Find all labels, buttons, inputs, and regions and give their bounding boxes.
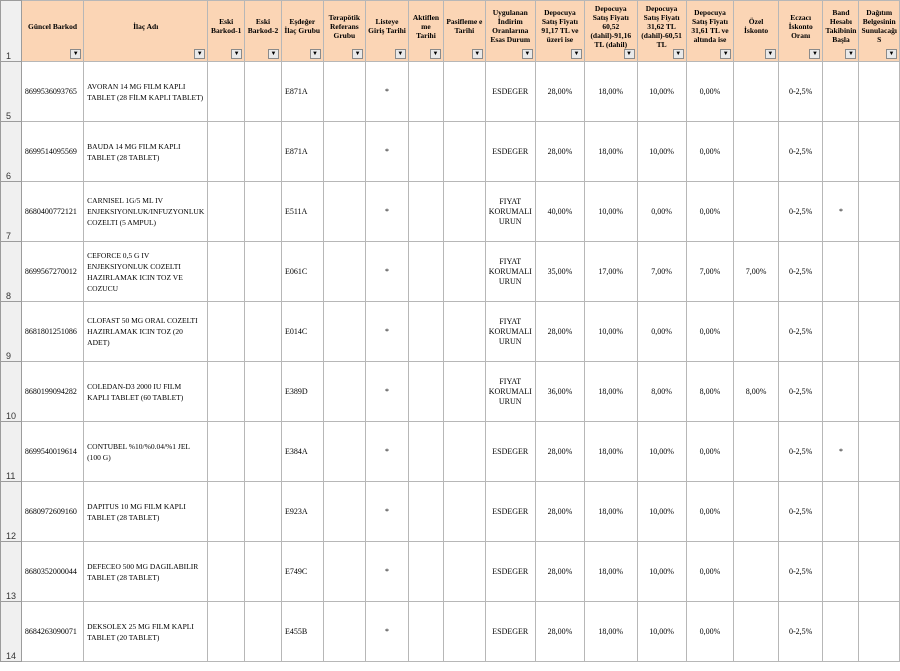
- depocu-fiyat-3-cell[interactable]: 10,00%: [637, 482, 686, 542]
- barkod-cell[interactable]: 8699540019614: [21, 422, 83, 482]
- depocu-fiyat-1-cell[interactable]: 28,00%: [535, 602, 584, 662]
- depocu-fiyat-3-cell[interactable]: 8,00%: [637, 362, 686, 422]
- eski-barkod-2-cell[interactable]: [245, 182, 282, 242]
- header-label: Eşdeğer İlaç Grubu: [284, 17, 321, 35]
- depocu-fiyat-4-cell[interactable]: 0,00%: [686, 542, 734, 602]
- header-label: Dağıtım Belgesinin Sunulacağı S: [861, 8, 897, 44]
- eski-barkod-2-cell[interactable]: [245, 62, 282, 122]
- filter-dropdown-icon[interactable]: ▼: [845, 49, 856, 59]
- header-label: Eski Barkod-1: [210, 17, 242, 35]
- row-number[interactable]: 5: [1, 62, 22, 122]
- listeye-giris-cell[interactable]: *: [366, 302, 409, 362]
- filter-dropdown-icon[interactable]: ▼: [231, 49, 242, 59]
- aktiflenme-cell[interactable]: [408, 542, 443, 602]
- terapotik-grubu-cell[interactable]: [323, 242, 366, 302]
- listeye-giris-cell[interactable]: *: [366, 122, 409, 182]
- depocu-fiyat-2-cell[interactable]: 18,00%: [585, 362, 637, 422]
- filter-dropdown-icon[interactable]: ▼: [310, 49, 321, 59]
- table-row: [1, 122, 900, 182]
- depocu-fiyat-2-cell[interactable]: 18,00%: [585, 602, 637, 662]
- table-row: [1, 362, 900, 422]
- ilac-adi-cell[interactable]: AVORAN 14 MG FILM KAPLI TABLET (28 FİLM KAPLI TABLET): [84, 62, 208, 122]
- header-label: Depocuya Satış Fiyatı 31,62 TL (dahil)-60,51 TL: [641, 3, 682, 49]
- eski-barkod-1-cell[interactable]: [208, 302, 245, 362]
- eski-barkod-1-cell[interactable]: [208, 542, 245, 602]
- filter-dropdown-icon[interactable]: ▼: [720, 49, 731, 59]
- eski-barkod-2-cell[interactable]: [245, 362, 282, 422]
- depocu-fiyat-2-cell[interactable]: 17,00%: [585, 242, 637, 302]
- aktiflenme-cell[interactable]: [408, 422, 443, 482]
- depocu-fiyat-4-cell[interactable]: 0,00%: [686, 422, 734, 482]
- header-label: Terapötik Referans Grubu: [328, 12, 361, 40]
- eski-barkod-2-cell[interactable]: [245, 602, 282, 662]
- barkod-cell[interactable]: 8680352000044: [21, 542, 83, 602]
- aktiflenme-cell[interactable]: [408, 302, 443, 362]
- pasiflenme-cell[interactable]: [444, 422, 486, 482]
- header-eczaci-iskonto: [778, 1, 823, 62]
- depocu-fiyat-3-cell[interactable]: 7,00%: [637, 242, 686, 302]
- listeye-giris-cell[interactable]: *: [366, 362, 409, 422]
- pasiflenme-cell[interactable]: [444, 602, 486, 662]
- esdeger-grubu-cell[interactable]: E511A: [281, 182, 323, 242]
- barkod-cell[interactable]: 8699514095569: [21, 122, 83, 182]
- eski-barkod-1-cell[interactable]: [208, 62, 245, 122]
- row-number[interactable]: 12: [1, 482, 22, 542]
- header-listeye-giris-tarihi: [366, 1, 409, 62]
- table-row: [1, 482, 900, 542]
- dagitim-belgesi-cell[interactable]: [859, 602, 900, 662]
- esdeger-grubu-cell[interactable]: E871A: [281, 122, 323, 182]
- pasiflenme-cell[interactable]: [444, 122, 486, 182]
- row-number[interactable]: 14: [1, 602, 22, 662]
- listeye-giris-cell[interactable]: *: [366, 242, 409, 302]
- dagitim-belgesi-cell[interactable]: [859, 122, 900, 182]
- esdeger-grubu-cell[interactable]: E455B: [281, 602, 323, 662]
- header-aktiflenme-tarihi: [408, 1, 443, 62]
- dagitim-belgesi-cell[interactable]: [859, 302, 900, 362]
- row-number[interactable]: 7: [1, 182, 22, 242]
- filter-dropdown-icon[interactable]: ▼: [673, 49, 684, 59]
- depocu-fiyat-2-cell[interactable]: 10,00%: [585, 302, 637, 362]
- ozel-iskonto-cell[interactable]: [734, 122, 779, 182]
- header-eski-barkod-1: [208, 1, 245, 62]
- durum-cell[interactable]: ESDEGER: [485, 542, 535, 602]
- depocu-fiyat-1-cell[interactable]: 28,00%: [535, 482, 584, 542]
- header-label: Depocuya Satış Fiyatı 31,61 TL ve altında ise: [691, 8, 729, 44]
- pasiflenme-cell[interactable]: [444, 542, 486, 602]
- eski-barkod-1-cell[interactable]: [208, 482, 245, 542]
- listeye-giris-cell[interactable]: *: [366, 422, 409, 482]
- eski-barkod-2-cell[interactable]: [245, 122, 282, 182]
- eski-barkod-2-cell[interactable]: [245, 242, 282, 302]
- header-label: Güncel Barkod: [28, 21, 78, 31]
- esdeger-grubu-cell[interactable]: E749C: [281, 542, 323, 602]
- barkod-cell[interactable]: 8680400772121: [21, 182, 83, 242]
- depocu-fiyat-1-cell[interactable]: 35,00%: [535, 242, 584, 302]
- header-guncel-barkod: [21, 1, 83, 62]
- ilac-adi-cell[interactable]: DAPITUS 10 MG FILM KAPLI TABLET (28 TABLET): [84, 482, 208, 542]
- header-indirim-esas-durum: [485, 1, 535, 62]
- esdeger-grubu-cell[interactable]: E871A: [281, 62, 323, 122]
- row-number[interactable]: 1: [1, 1, 22, 62]
- header-label: Uygulanan İndirim Oranlarına Esas Durum: [490, 8, 531, 44]
- depocu-fiyat-2-cell[interactable]: 10,00%: [585, 182, 637, 242]
- depocu-fiyat-4-cell[interactable]: 0,00%: [686, 62, 734, 122]
- filter-dropdown-icon[interactable]: ▼: [571, 49, 582, 59]
- band-hesabi-cell[interactable]: [823, 362, 859, 422]
- filter-dropdown-icon[interactable]: ▼: [395, 49, 406, 59]
- table-row: [1, 182, 900, 242]
- band-hesabi-cell[interactable]: [823, 302, 859, 362]
- aktiflenme-cell[interactable]: [408, 602, 443, 662]
- header-depocu-fiyat-3: [637, 1, 686, 62]
- dagitim-belgesi-cell[interactable]: [859, 482, 900, 542]
- ilac-adi-cell[interactable]: COLEDAN-D3 2000 IU FILM KAPLI TABLET (60 TABLET): [84, 362, 208, 422]
- filter-dropdown-icon[interactable]: ▼: [886, 49, 897, 59]
- header-depocu-fiyat-1: [535, 1, 584, 62]
- aktiflenme-cell[interactable]: [408, 242, 443, 302]
- terapotik-grubu-cell[interactable]: [323, 302, 366, 362]
- pasiflenme-cell[interactable]: [444, 362, 486, 422]
- table-body: [1, 62, 900, 662]
- eski-barkod-2-cell[interactable]: [245, 482, 282, 542]
- eczaci-iskonto-cell[interactable]: 0-2,5%: [778, 242, 823, 302]
- ozel-iskonto-cell[interactable]: [734, 422, 779, 482]
- aktiflenme-cell[interactable]: [408, 62, 443, 122]
- eczaci-iskonto-cell[interactable]: 0-2,5%: [778, 122, 823, 182]
- eski-barkod-1-cell[interactable]: [208, 362, 245, 422]
- eczaci-iskonto-cell[interactable]: 0-2,5%: [778, 602, 823, 662]
- depocu-fiyat-1-cell[interactable]: 28,00%: [535, 302, 584, 362]
- ozel-iskonto-cell[interactable]: [734, 602, 779, 662]
- eski-barkod-2-cell[interactable]: [245, 542, 282, 602]
- row-number[interactable]: 9: [1, 302, 22, 362]
- aktiflenme-cell[interactable]: [408, 182, 443, 242]
- header-terapotik-referans-grubu: [323, 1, 366, 62]
- durum-cell[interactable]: FIYAT KORUMALI URUN: [485, 302, 535, 362]
- aktiflenme-cell[interactable]: [408, 482, 443, 542]
- eczaci-iskonto-cell[interactable]: 0-2,5%: [778, 302, 823, 362]
- ilac-adi-cell[interactable]: DEFECEO 500 MG DAGILABILIR TABLET (28 TABLET): [84, 542, 208, 602]
- durum-cell[interactable]: FIYAT KORUMALI URUN: [485, 362, 535, 422]
- header-eski-barkod-2: [245, 1, 282, 62]
- depocu-fiyat-3-cell[interactable]: 10,00%: [637, 62, 686, 122]
- band-hesabi-cell[interactable]: [823, 602, 859, 662]
- eski-barkod-2-cell[interactable]: [245, 422, 282, 482]
- filter-dropdown-icon[interactable]: ▼: [352, 49, 363, 59]
- filter-dropdown-icon[interactable]: ▼: [624, 49, 635, 59]
- depocu-fiyat-4-cell[interactable]: 0,00%: [686, 182, 734, 242]
- depocu-fiyat-2-cell[interactable]: 18,00%: [585, 482, 637, 542]
- depocu-fiyat-4-cell[interactable]: 7,00%: [686, 242, 734, 302]
- depocu-fiyat-4-cell[interactable]: 0,00%: [686, 482, 734, 542]
- eski-barkod-1-cell[interactable]: [208, 602, 245, 662]
- depocu-fiyat-2-cell[interactable]: 18,00%: [585, 122, 637, 182]
- band-hesabi-cell[interactable]: [823, 542, 859, 602]
- header-ozel-iskonto: [734, 1, 779, 62]
- depocu-fiyat-4-cell[interactable]: 0,00%: [686, 602, 734, 662]
- esdeger-grubu-cell[interactable]: E923A: [281, 482, 323, 542]
- ilac-adi-cell[interactable]: CONTUBEL %10/%0.04/%1 JEL (100 G): [84, 422, 208, 482]
- filter-dropdown-icon[interactable]: ▼: [809, 49, 820, 59]
- row-number[interactable]: 11: [1, 422, 22, 482]
- header-depocu-fiyat-2: [585, 1, 637, 62]
- row-number[interactable]: 6: [1, 122, 22, 182]
- durum-cell[interactable]: ESDEGER: [485, 62, 535, 122]
- filter-dropdown-icon[interactable]: ▼: [765, 49, 776, 59]
- terapotik-grubu-cell[interactable]: [323, 182, 366, 242]
- depocu-fiyat-1-cell[interactable]: 28,00%: [535, 422, 584, 482]
- filter-dropdown-icon[interactable]: ▼: [194, 49, 205, 59]
- header-label: Pasifleme e Tarihi: [446, 17, 483, 35]
- esdeger-grubu-cell[interactable]: E061C: [281, 242, 323, 302]
- header-label: Aktiflen me Tarihi: [412, 12, 440, 40]
- band-hesabi-cell[interactable]: [823, 62, 859, 122]
- depocu-fiyat-4-cell[interactable]: 0,00%: [686, 302, 734, 362]
- depocu-fiyat-3-cell[interactable]: 0,00%: [637, 302, 686, 362]
- barkod-cell[interactable]: 8699567270012: [21, 242, 83, 302]
- eski-barkod-1-cell[interactable]: [208, 182, 245, 242]
- filter-dropdown-icon[interactable]: ▼: [522, 49, 533, 59]
- esdeger-grubu-cell[interactable]: E384A: [281, 422, 323, 482]
- depocu-fiyat-1-cell[interactable]: 40,00%: [535, 182, 584, 242]
- table-row: [1, 542, 900, 602]
- durum-cell[interactable]: ESDEGER: [485, 602, 535, 662]
- dagitim-belgesi-cell[interactable]: [859, 422, 900, 482]
- table-row: [1, 422, 900, 482]
- pasiflenme-cell[interactable]: [444, 182, 486, 242]
- ilac-adi-cell[interactable]: DEKSOLEX 25 MG FILM KAPLI TABLET (20 TABLET): [84, 602, 208, 662]
- filter-dropdown-icon[interactable]: ▼: [430, 49, 441, 59]
- durum-cell[interactable]: FIYAT KORUMALI URUN: [485, 242, 535, 302]
- filter-dropdown-icon[interactable]: ▼: [70, 49, 81, 59]
- depocu-fiyat-2-cell[interactable]: 18,00%: [585, 542, 637, 602]
- listeye-giris-cell[interactable]: *: [366, 182, 409, 242]
- ozel-iskonto-cell[interactable]: [734, 182, 779, 242]
- depocu-fiyat-2-cell[interactable]: 18,00%: [585, 62, 637, 122]
- terapotik-grubu-cell[interactable]: [323, 122, 366, 182]
- depocu-fiyat-3-cell[interactable]: 10,00%: [637, 542, 686, 602]
- band-hesabi-cell[interactable]: [823, 122, 859, 182]
- eski-barkod-1-cell[interactable]: [208, 242, 245, 302]
- depocu-fiyat-4-cell[interactable]: 8,00%: [686, 362, 734, 422]
- header-label: İlaç Adı: [133, 21, 159, 31]
- header-ilac-adi: [84, 1, 208, 62]
- aktiflenme-cell[interactable]: [408, 122, 443, 182]
- header-row: [1, 1, 900, 62]
- depocu-fiyat-1-cell[interactable]: 36,00%: [535, 362, 584, 422]
- band-hesabi-cell[interactable]: *: [823, 422, 859, 482]
- depocu-fiyat-1-cell[interactable]: 28,00%: [535, 122, 584, 182]
- barkod-cell[interactable]: 8699536093765: [21, 62, 83, 122]
- header-depocu-fiyat-4: [686, 1, 734, 62]
- filter-dropdown-icon[interactable]: ▼: [268, 49, 279, 59]
- header-label: Depocuya Satış Fiyatı 60,52 (dahil)-91,16 TL (dahil): [590, 3, 632, 49]
- eczaci-iskonto-cell[interactable]: 0-2,5%: [778, 62, 823, 122]
- depocu-fiyat-1-cell[interactable]: 28,00%: [535, 542, 584, 602]
- row-number[interactable]: 13: [1, 542, 22, 602]
- listeye-giris-cell[interactable]: *: [366, 62, 409, 122]
- ilac-adi-cell[interactable]: CLOFAST 50 MG ORAL COZELTI HAZIRLAMAK ICIN TOZ (20 ADET): [84, 302, 208, 362]
- terapotik-grubu-cell[interactable]: [323, 542, 366, 602]
- header-dagitim-belgesi: [859, 1, 900, 62]
- header-label: Özel İskonto: [743, 17, 769, 35]
- table-row: [1, 242, 900, 302]
- pasiflenme-cell[interactable]: [444, 242, 486, 302]
- band-hesabi-cell[interactable]: [823, 482, 859, 542]
- ozel-iskonto-cell[interactable]: 8,00%: [734, 362, 779, 422]
- table-row: [1, 302, 900, 362]
- dagitim-belgesi-cell[interactable]: [859, 362, 900, 422]
- eczaci-iskonto-cell[interactable]: 0-2,5%: [778, 422, 823, 482]
- terapotik-grubu-cell[interactable]: [323, 62, 366, 122]
- ozel-iskonto-cell[interactable]: [734, 302, 779, 362]
- table-row: [1, 62, 900, 122]
- esdeger-grubu-cell[interactable]: E014C: [281, 302, 323, 362]
- terapotik-grubu-cell[interactable]: [323, 482, 366, 542]
- durum-cell[interactable]: FIYAT KORUMALI URUN: [485, 182, 535, 242]
- barkod-cell[interactable]: 8681801251086: [21, 302, 83, 362]
- terapotik-grubu-cell[interactable]: [323, 602, 366, 662]
- header-label: Eczacı İskonto Oranı: [788, 12, 813, 40]
- header-label: Listeye Giriş Tarihi: [368, 17, 406, 35]
- ozel-iskonto-cell[interactable]: 7,00%: [734, 242, 779, 302]
- ozel-iskonto-cell[interactable]: [734, 62, 779, 122]
- pasiflenme-cell[interactable]: [444, 482, 486, 542]
- header-esdeger-ilac-grubu: [281, 1, 323, 62]
- header-label: Depocuya Satış Fiyatı 91,17 TL ve üzeri ise: [541, 8, 579, 44]
- header-band-hesabi: [823, 1, 859, 62]
- durum-cell[interactable]: ESDEGER: [485, 482, 535, 542]
- terapotik-grubu-cell[interactable]: [323, 362, 366, 422]
- row-number[interactable]: 10: [1, 362, 22, 422]
- eski-barkod-2-cell[interactable]: [245, 302, 282, 362]
- band-hesabi-cell[interactable]: [823, 242, 859, 302]
- eczaci-iskonto-cell[interactable]: 0-2,5%: [778, 182, 823, 242]
- dagitim-belgesi-cell[interactable]: [859, 182, 900, 242]
- depocu-fiyat-4-cell[interactable]: 0,00%: [686, 122, 734, 182]
- dagitim-belgesi-cell[interactable]: [859, 542, 900, 602]
- esdeger-grubu-cell[interactable]: E389D: [281, 362, 323, 422]
- header-pasiflenme-tarihi: [444, 1, 486, 62]
- listeye-giris-cell[interactable]: *: [366, 602, 409, 662]
- ozel-iskonto-cell[interactable]: [734, 542, 779, 602]
- listeye-giris-cell[interactable]: *: [366, 482, 409, 542]
- ilac-adi-cell[interactable]: CARNISEL 1G/5 ML IV ENJEKSIYONLUK/INFUZYONLUK COZELTI (5 AMPUL): [84, 182, 208, 242]
- ozel-iskonto-cell[interactable]: [734, 482, 779, 542]
- header-label: Eski Barkod-2: [247, 17, 279, 35]
- eski-barkod-1-cell[interactable]: [208, 122, 245, 182]
- dagitim-belgesi-cell[interactable]: [859, 242, 900, 302]
- listeye-giris-cell[interactable]: *: [366, 542, 409, 602]
- depocu-fiyat-3-cell[interactable]: 0,00%: [637, 182, 686, 242]
- row-number[interactable]: 8: [1, 242, 22, 302]
- durum-cell[interactable]: ESDEGER: [485, 422, 535, 482]
- filter-dropdown-icon[interactable]: ▼: [472, 49, 483, 59]
- aktiflenme-cell[interactable]: [408, 362, 443, 422]
- pasiflenme-cell[interactable]: [444, 302, 486, 362]
- eczaci-iskonto-cell[interactable]: 0-2,5%: [778, 362, 823, 422]
- eczaci-iskonto-cell[interactable]: 0-2,5%: [778, 542, 823, 602]
- band-hesabi-cell[interactable]: *: [823, 182, 859, 242]
- depocu-fiyat-3-cell[interactable]: 10,00%: [637, 602, 686, 662]
- barkod-cell[interactable]: 8680199094282: [21, 362, 83, 422]
- barkod-cell[interactable]: 8680972609160: [21, 482, 83, 542]
- terapotik-grubu-cell[interactable]: [323, 422, 366, 482]
- pasiflenme-cell[interactable]: [444, 62, 486, 122]
- depocu-fiyat-1-cell[interactable]: 28,00%: [535, 62, 584, 122]
- eczaci-iskonto-cell[interactable]: 0-2,5%: [778, 482, 823, 542]
- dagitim-belgesi-cell[interactable]: [859, 62, 900, 122]
- eski-barkod-1-cell[interactable]: [208, 422, 245, 482]
- ilac-adi-cell[interactable]: CEFORCE 0,5 G IV ENJEKSIYONLUK COZELTI HAZIRLAMAK ICIN TOZ VE COZUCU: [84, 242, 208, 302]
- depocu-fiyat-2-cell[interactable]: 18,00%: [585, 422, 637, 482]
- depocu-fiyat-3-cell[interactable]: 10,00%: [637, 422, 686, 482]
- ilac-adi-cell[interactable]: BAUDA 14 MG FILM KAPLI TABLET (28 TABLET): [84, 122, 208, 182]
- barkod-cell[interactable]: 8684263090071: [21, 602, 83, 662]
- table-row: [1, 602, 900, 662]
- depocu-fiyat-3-cell[interactable]: 10,00%: [637, 122, 686, 182]
- durum-cell[interactable]: ESDEGER: [485, 122, 535, 182]
- header-label: Band Hesabı Takibinin Başla: [825, 8, 857, 44]
